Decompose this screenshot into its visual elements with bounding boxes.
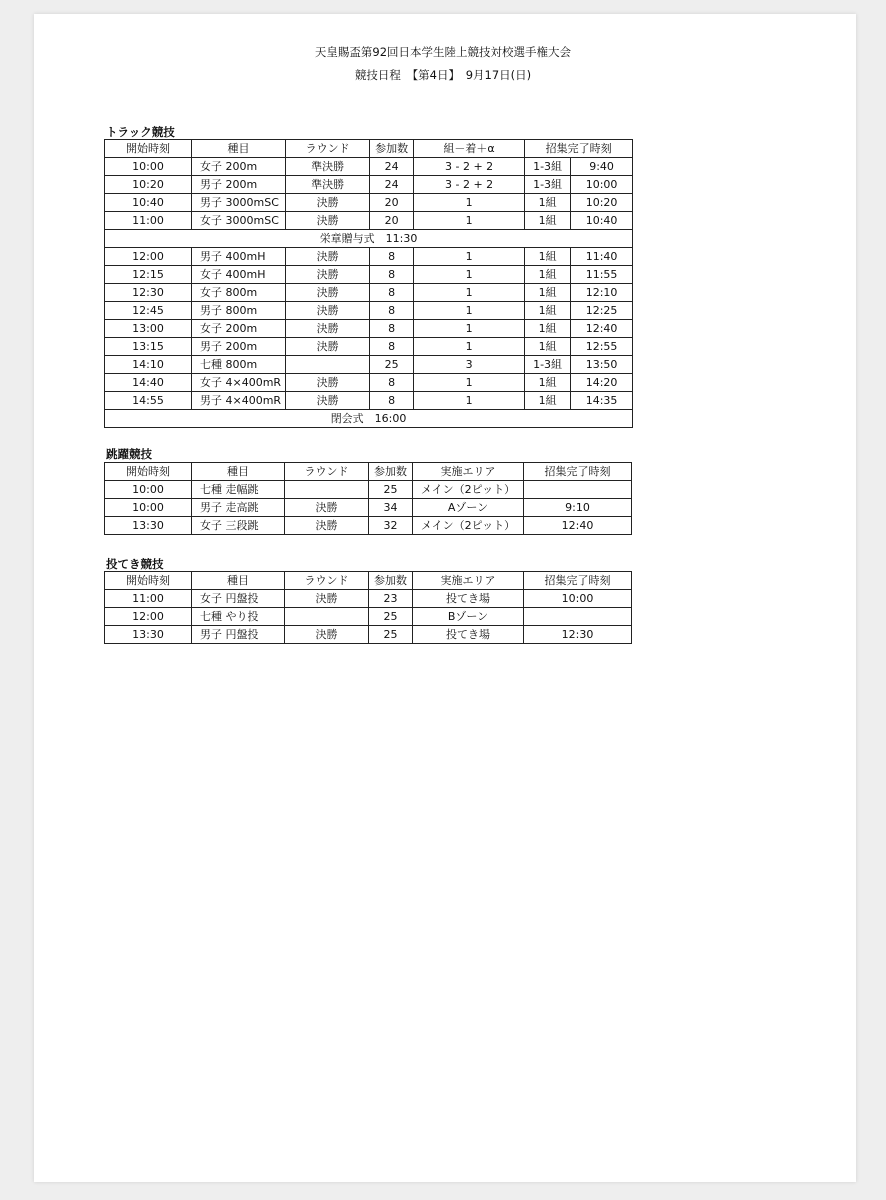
heat-group: 1-3組 [525,176,571,194]
column-header: 開始時刻 [105,572,192,590]
call-time: 12:40 [571,320,633,338]
table-row [105,176,633,194]
start-time: 10:20 [105,176,192,194]
column-header: 参加数 [369,463,413,481]
event: 女子 200m [192,158,286,176]
round [285,608,369,626]
call-time [524,481,632,499]
event: 女子 三段跳 [192,517,285,535]
table-row [105,320,633,338]
start-time: 10:00 [105,158,192,176]
table-row [105,374,633,392]
entries: 34 [369,499,413,517]
table-row [105,284,633,302]
entries: 8 [370,374,414,392]
venue-area: Aゾーン [413,499,524,517]
heats-qualify: 3 [414,356,525,374]
throw-heading: 投てき競技 [106,557,164,571]
entries: 25 [370,356,414,374]
event: 男子 800m [192,302,286,320]
start-time: 14:55 [105,392,192,410]
start-time: 10:00 [105,499,192,517]
round: 決勝 [285,517,369,535]
heat-group: 1組 [525,266,571,284]
start-time: 14:40 [105,374,192,392]
entries: 8 [370,248,414,266]
round [285,481,369,499]
entries: 24 [370,176,414,194]
call-time: 14:35 [571,392,633,410]
call-time: 13:50 [571,356,633,374]
heat-group: 1組 [525,248,571,266]
ceremony-note: 栄章贈与式 11:30 [105,230,633,248]
call-time: 11:55 [571,266,633,284]
round: 決勝 [286,392,370,410]
heat-group: 1組 [525,284,571,302]
venue-area: 投てき場 [413,590,524,608]
entries: 25 [369,481,413,499]
table-row [105,356,633,374]
call-time: 12:30 [524,626,632,644]
round: 決勝 [285,626,369,644]
column-header: 招集完了時刻 [525,140,633,158]
round: 準決勝 [286,158,370,176]
round: 決勝 [286,320,370,338]
start-time: 14:10 [105,356,192,374]
table-row [105,499,632,517]
heat-group: 1組 [525,338,571,356]
call-time: 10:00 [571,176,633,194]
entries: 8 [370,302,414,320]
heat-group: 1組 [525,212,571,230]
entries: 8 [370,266,414,284]
heats-qualify: 3 - 2 + 2 [414,158,525,176]
table-row [105,626,632,644]
venue-area: メイン（2ピット） [413,517,524,535]
entries: 25 [369,608,413,626]
round: 決勝 [286,338,370,356]
round: 決勝 [286,374,370,392]
start-time: 13:30 [105,626,192,644]
track-heading: トラック競技 [106,125,175,139]
round: 決勝 [286,194,370,212]
column-header: 参加数 [370,140,414,158]
event: 女子 4×400mR [192,374,286,392]
call-time: 10:40 [571,212,633,230]
entries: 24 [370,158,414,176]
ceremony-note-row [105,230,633,248]
event: 女子 800m [192,284,286,302]
entries: 8 [370,392,414,410]
column-header: 開始時刻 [105,463,192,481]
column-header: 招集完了時刻 [524,463,632,481]
table-row [105,517,632,535]
event: 男子 円盤投 [192,626,285,644]
heats-qualify: 1 [414,320,525,338]
entries: 8 [370,320,414,338]
call-time: 12:25 [571,302,633,320]
round: 準決勝 [286,176,370,194]
event: 男子 4×400mR [192,392,286,410]
round: 決勝 [285,590,369,608]
start-time: 13:00 [105,320,192,338]
column-header: ラウンド [286,140,370,158]
call-time: 14:20 [571,374,633,392]
event: 男子 200m [192,176,286,194]
event: 七種 800m [192,356,286,374]
table-row [105,194,633,212]
heat-group: 1-3組 [525,158,571,176]
venue-area: 投てき場 [413,626,524,644]
call-time: 9:40 [571,158,633,176]
table-row [105,608,632,626]
start-time: 11:00 [105,212,192,230]
entries: 23 [369,590,413,608]
start-time: 13:30 [105,517,192,535]
heat-group: 1組 [525,194,571,212]
call-time: 10:20 [571,194,633,212]
heat-group: 1組 [525,302,571,320]
column-header: ラウンド [285,463,369,481]
throw-table [104,571,632,644]
round: 決勝 [286,248,370,266]
heats-qualify: 1 [414,338,525,356]
table-header-row [105,140,633,158]
heats-qualify: 1 [414,212,525,230]
table-row [105,158,633,176]
start-time: 12:30 [105,284,192,302]
column-header: 参加数 [369,572,413,590]
entries: 25 [369,626,413,644]
call-time: 12:55 [571,338,633,356]
column-header: ラウンド [285,572,369,590]
document-subtitle: 競技日程 【第4日】 9月17日(日) [354,68,532,82]
event: 女子 3000mSC [192,212,286,230]
heats-qualify: 1 [414,392,525,410]
jump-table [104,462,632,535]
start-time: 12:00 [105,608,192,626]
track-table [104,139,633,428]
call-time: 12:40 [524,517,632,535]
entries: 20 [370,194,414,212]
table-row [105,212,633,230]
heat-group: 1組 [525,392,571,410]
entries: 8 [370,284,414,302]
table-header-row [105,463,632,481]
call-time: 12:10 [571,284,633,302]
heats-qualify: 1 [414,284,525,302]
column-header: 実施エリア [413,572,524,590]
event: 女子 200m [192,320,286,338]
heats-qualify: 1 [414,302,525,320]
column-header: 種目 [192,140,286,158]
event: 女子 400mH [192,266,286,284]
call-time: 9:10 [524,499,632,517]
column-header: 組－着＋α [414,140,525,158]
document-title: 天皇賜盃第92回日本学生陸上競技対校選手権大会 [314,45,572,59]
heat-group: 1組 [525,320,571,338]
event: 七種 やり投 [192,608,285,626]
call-time: 10:00 [524,590,632,608]
round: 決勝 [286,284,370,302]
heats-qualify: 1 [414,266,525,284]
column-header: 招集完了時刻 [524,572,632,590]
event: 女子 円盤投 [192,590,285,608]
start-time: 12:15 [105,266,192,284]
start-time: 12:00 [105,248,192,266]
event: 男子 400mH [192,248,286,266]
entries: 8 [370,338,414,356]
table-row [105,338,633,356]
closing-note: 閉会式 16:00 [105,410,633,428]
heat-group: 1組 [525,374,571,392]
heats-qualify: 1 [414,374,525,392]
column-header: 実施エリア [413,463,524,481]
round: 決勝 [286,266,370,284]
table-row [105,590,632,608]
round: 決勝 [286,212,370,230]
venue-area: Bゾーン [413,608,524,626]
table-row [105,392,633,410]
table-row [105,481,632,499]
column-header: 開始時刻 [105,140,192,158]
start-time: 11:00 [105,590,192,608]
heats-qualify: 3 - 2 + 2 [414,176,525,194]
round: 決勝 [286,302,370,320]
venue-area: メイン（2ピット） [413,481,524,499]
call-time: 11:40 [571,248,633,266]
start-time: 12:45 [105,302,192,320]
round [286,356,370,374]
table-row [105,302,633,320]
start-time: 13:15 [105,338,192,356]
heats-qualify: 1 [414,194,525,212]
entries: 32 [369,517,413,535]
heat-group: 1-3組 [525,356,571,374]
heats-qualify: 1 [414,248,525,266]
round: 決勝 [285,499,369,517]
event: 男子 200m [192,338,286,356]
table-header-row [105,572,632,590]
column-header: 種目 [192,463,285,481]
start-time: 10:00 [105,481,192,499]
closing-note-row [105,410,633,428]
call-time [524,608,632,626]
jump-heading: 跳躍競技 [106,447,152,461]
table-row [105,266,633,284]
entries: 20 [370,212,414,230]
event: 男子 3000mSC [192,194,286,212]
event: 男子 走高跳 [192,499,285,517]
table-row [105,248,633,266]
event: 七種 走幅跳 [192,481,285,499]
column-header: 種目 [192,572,285,590]
start-time: 10:40 [105,194,192,212]
